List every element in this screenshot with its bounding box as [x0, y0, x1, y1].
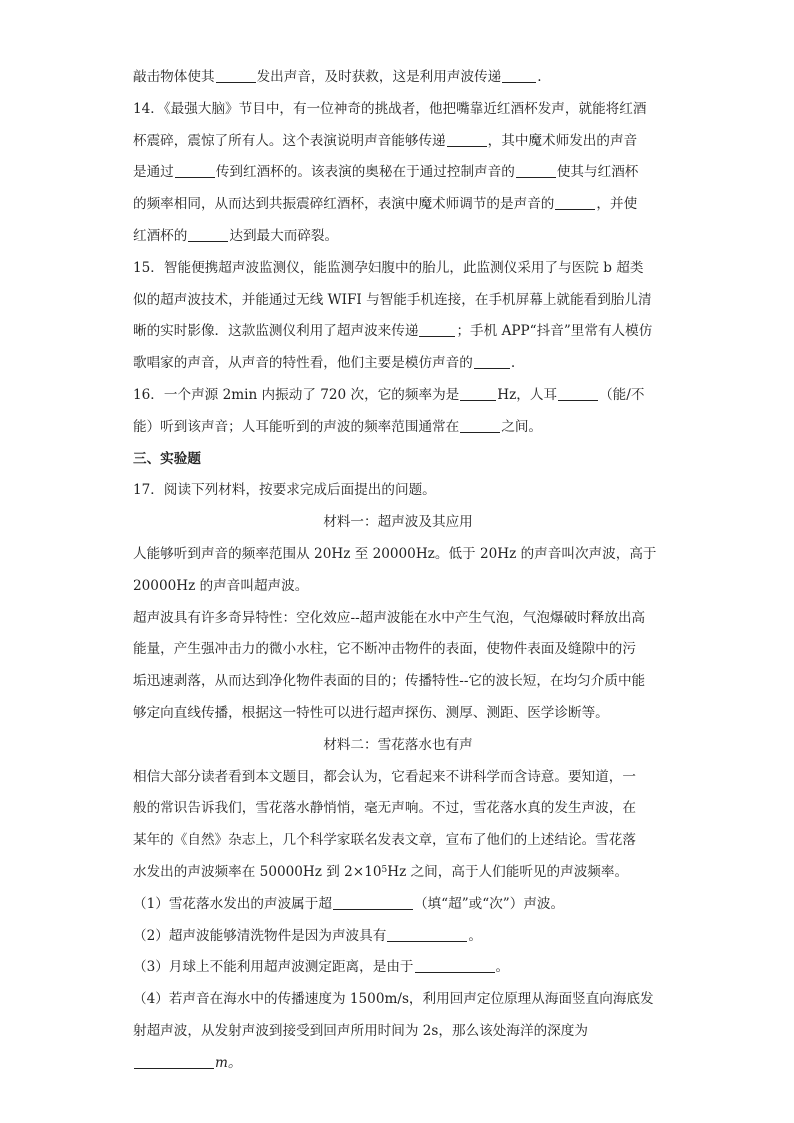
text-line: [133, 189, 663, 221]
text: 。: [468, 927, 482, 944]
answer-blank[interactable]: [555, 194, 595, 210]
text: 之间。: [501, 418, 543, 435]
text: ，其中魔术师发出的声音: [487, 132, 638, 149]
text-line: 够定向直线传播，根据这一特性可以进行超声探伤、测厚、测距、医学诊断等。: [133, 704, 609, 721]
text: m。: [215, 1054, 242, 1071]
text: 使其与红酒杯: [556, 164, 639, 181]
text-line: [133, 857, 663, 889]
text-line: 相信大部分读者看到本文题目，都会认为，它看起来不讲科学而含诗意。要知道，一: [133, 768, 636, 785]
text-line: 某年的《自然》杂志上，几个科学家联名发表文章，宣布了他们的上述结论。雪花落: [133, 832, 636, 849]
text: 传到红酒杯的。该表演的奥秘在于通过控制声音的: [215, 164, 515, 181]
question-15: 15．智能便携超声波监测仪，能监测孕妇腹中的胎儿，此监测仪采用了与医院 b 超类: [133, 259, 644, 276]
sub-question-3: [133, 952, 663, 984]
text: （填“超”或“次”）声波。: [413, 895, 565, 912]
text: 歌唱家的声音，从声音的特性看，他们主要是模仿声音的: [133, 355, 473, 372]
answer-blank[interactable]: [502, 67, 536, 83]
text-line: 超声波具有许多奇异特性：空化效应--超声波能在水中产生气泡，气泡爆破时释放出高: [133, 609, 646, 626]
text: ，并使: [596, 196, 638, 213]
text: （1）雪花落水发出的声波属于超: [133, 895, 332, 912]
text: 水发出的声波频率在 50000Hz 到 2×10: [133, 863, 382, 880]
document-content: [133, 62, 663, 1080]
text: .: [510, 355, 516, 372]
text-line: 射超声波，从发射声波到接受到回声所用时间为 2s，那么该处海洋的深度为: [133, 1022, 588, 1039]
text-line: [133, 316, 663, 348]
text: Hz 之间，高于人们能听见的声波频率。: [387, 863, 629, 880]
text-line: [133, 62, 663, 94]
text: 达到最大而碎裂。: [229, 227, 339, 244]
answer-blank[interactable]: [516, 162, 556, 178]
answer-blank[interactable]: [333, 894, 413, 910]
text-line: [133, 412, 663, 444]
question-16: [133, 380, 663, 412]
text-line: [133, 1048, 663, 1080]
answer-blank[interactable]: [387, 926, 467, 942]
text: （能/不: [599, 386, 645, 403]
answer-blank[interactable]: [474, 353, 510, 369]
answer-blank[interactable]: [188, 226, 228, 242]
sub-question-4: （4）若声音在海水中的传播速度为 1500m/s，利用回声定位原理从海面竖直向海底发: [133, 991, 654, 1008]
answer-blank[interactable]: [558, 385, 598, 401]
text: 发出声音，及时获救，这是利用声波传递: [256, 69, 502, 85]
text: 。: [495, 959, 510, 976]
text: 能）听到该声音；人耳能听到的声波的频率范围通常在: [133, 418, 460, 435]
answer-blank[interactable]: [415, 957, 495, 973]
text-line: [133, 221, 663, 253]
answer-blank[interactable]: [460, 385, 496, 401]
text-line: 垢迅速剥落，从而达到净化物件表面的目的；传播特性--它的波长短，在均匀介质中能: [133, 673, 646, 690]
text: Hz，人耳: [497, 386, 558, 403]
text: 敲击物体使其: [133, 69, 215, 85]
text-line: 20000Hz 的声音叫超声波。: [133, 577, 309, 594]
text: .: [537, 69, 542, 85]
question-14: 14．《最强大脑》节目中，有一位神奇的挑战者，他把嘴靠近红酒杯发声，就能将红酒: [133, 100, 647, 117]
text-line: [133, 126, 663, 158]
answer-blank[interactable]: [175, 162, 215, 178]
material-2-title: 材料二：雪花落水也有声: [323, 736, 473, 753]
text: 16．一个声源 2min 内振动了 720 次，它的频率为是: [133, 386, 460, 403]
text-line: 人能够听到声音的频率范围从 20Hz 至 20000Hz。低于 20Hz 的声音叫次声波，高于: [133, 545, 657, 562]
text-line: [133, 157, 663, 189]
text-line: 能量，产生强冲击力的微小水柱，它不断冲击物件的表面，使物件表面及缝隙中的污: [133, 641, 636, 658]
answer-blank[interactable]: [134, 1053, 214, 1069]
text: 杯震碎，震惊了所有人。这个表演说明声音能够传递: [133, 132, 446, 149]
text: 红酒杯的: [133, 227, 188, 244]
superscript: 5: [381, 864, 388, 875]
text: （3）月球上不能利用超声波测定距离，是由于: [133, 959, 414, 976]
text: 的频率相同，从而达到共振震碎红酒杯，表演中魔术师调节的是声音的: [133, 196, 555, 213]
text-line: 似的超声波技术，并能通过无线 WIFI 与智能手机连接，在手机屏幕上就能看到胎儿清: [133, 291, 652, 308]
text: 晰的实时影像．这款监测仪利用了超声波来传递: [133, 323, 419, 340]
text: （2）超声波能够清洗物件是因为声波具有: [133, 927, 387, 944]
answer-blank[interactable]: [447, 131, 487, 147]
sub-question-2: [133, 921, 663, 953]
material-1-title: 材料一：超声波及其应用: [323, 514, 473, 531]
answer-blank[interactable]: [460, 417, 500, 433]
question-17: 17．阅读下列材料，按要求完成后面提出的问题。: [133, 482, 436, 499]
answer-blank[interactable]: [419, 321, 455, 337]
answer-blank[interactable]: [216, 67, 256, 83]
text: 是通过: [133, 164, 174, 181]
text: ；手机 APP“抖音”里常有人模仿: [456, 323, 653, 340]
text-line: [133, 348, 663, 380]
section-heading: 三、实验题: [133, 450, 201, 467]
text-line: 般的常识告诉我们，雪花落水静悄悄，毫无声响。不过，雪花落水真的发生声波，在: [133, 800, 636, 817]
sub-question-1: [133, 889, 663, 921]
